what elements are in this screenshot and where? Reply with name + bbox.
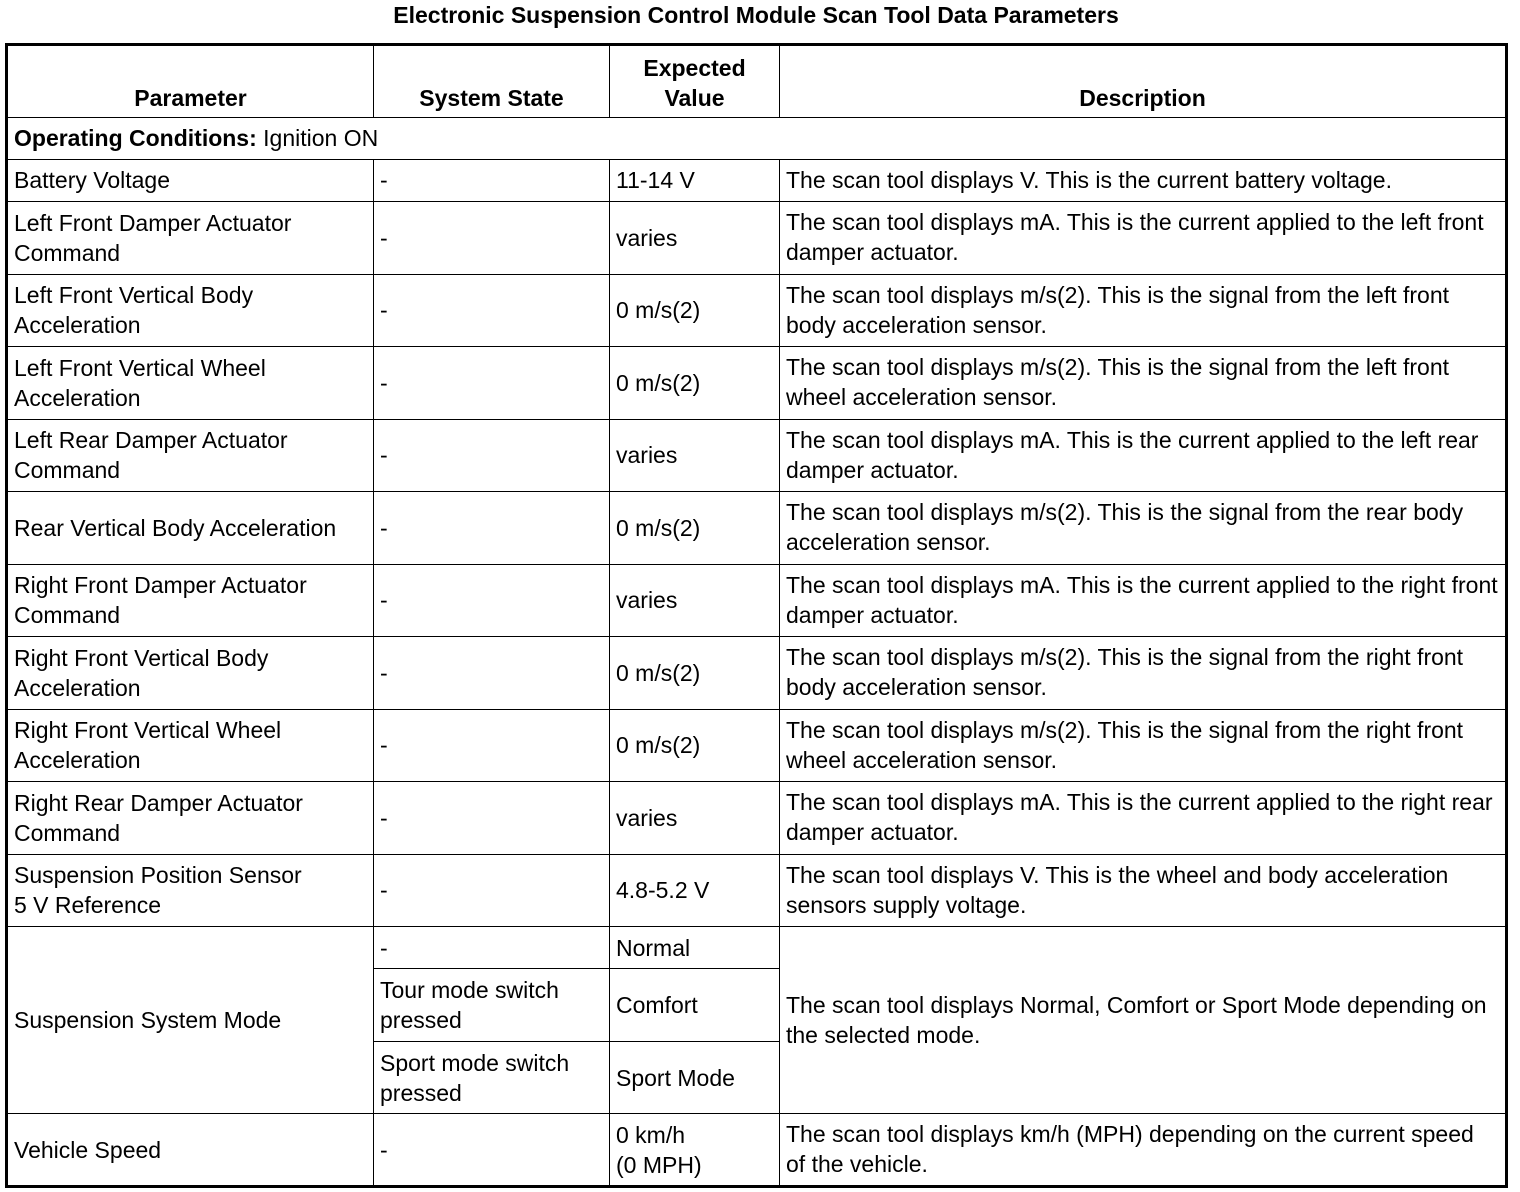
cell-value: 0 m/s(2) [610, 492, 780, 565]
cell-description: The scan tool displays m/s(2). This is the signal from the right front wheel acceleration sensor. [780, 709, 1507, 782]
cell-description: The scan tool displays mA. This is the current applied to the left rear damper actuator. [780, 419, 1507, 492]
operating-conditions [7, 117, 1507, 159]
cell-value: Comfort [610, 969, 780, 1042]
cell-state: - [374, 564, 610, 637]
table-row [7, 564, 1507, 637]
cell-description: The scan tool displays V. This is the current battery voltage. [780, 159, 1507, 201]
cell-parameter: Suspension Position Sensor 5 V Reference [7, 854, 374, 927]
cell-description: The scan tool displays mA. This is the current applied to the right front damper actuator. [780, 564, 1507, 637]
cell-parameter: Suspension System Mode [7, 927, 374, 1114]
cell-state: - [374, 709, 610, 782]
cell-state: - [374, 347, 610, 420]
page-title: Electronic Suspension Control Module Scan Tool Data Parameters [393, 2, 1119, 28]
cell-description: The scan tool displays km/h (MPH) depending on the current speed of the vehicle. [780, 1114, 1507, 1187]
header-description: Description [780, 45, 1507, 118]
section-value: Ignition ON [256, 125, 379, 152]
cell-description: The scan tool displays m/s(2). This is the signal from the right front body acceleration sensor. [780, 637, 1507, 710]
cell-value: 0 m/s(2) [610, 274, 780, 347]
cell-parameter: Left Rear Damper Actuator Command [7, 419, 374, 492]
table-row [7, 419, 1507, 492]
cell-state: - [374, 419, 610, 492]
cell-parameter: Right Front Vertical Wheel Acceleration [7, 709, 374, 782]
header-parameter: Parameter [7, 45, 374, 118]
cell-value: varies [610, 782, 780, 855]
cell-state: - [374, 492, 610, 565]
section-label: Operating Conditions: [14, 125, 257, 152]
table-row [7, 927, 1507, 969]
cell-value: 0 m/s(2) [610, 347, 780, 420]
cell-value: 0 km/h (0 MPH) [610, 1114, 780, 1187]
cell-description: The scan tool displays m/s(2). This is the signal from the left front body acceleration sensor. [780, 274, 1507, 347]
cell-value: 0 m/s(2) [610, 637, 780, 710]
cell-state: - [374, 927, 610, 969]
cell-parameter: Right Rear Damper Actuator Command [7, 782, 374, 855]
cell-parameter: Left Front Vertical Body Acceleration [7, 274, 374, 347]
cell-parameter: Battery Voltage [7, 159, 374, 201]
cell-description: The scan tool displays m/s(2). This is the signal from the rear body acceleration sensor. [780, 492, 1507, 565]
table-row [7, 274, 1507, 347]
cell-parameter: Right Front Vertical Body Acceleration [7, 637, 374, 710]
cell-value: Sport Mode [610, 1041, 780, 1114]
section-row [7, 117, 1507, 159]
cell-parameter: Left Front Damper Actuator Command [7, 202, 374, 275]
cell-value: 0 m/s(2) [610, 709, 780, 782]
header-expected-value: Expected Value [610, 45, 780, 118]
table-row [7, 854, 1507, 927]
table-row [7, 1114, 1507, 1187]
cell-value: varies [610, 564, 780, 637]
table-row [7, 202, 1507, 275]
cell-value: varies [610, 419, 780, 492]
table-row [7, 782, 1507, 855]
cell-description: The scan tool displays V. This is the wheel and body acceleration sensors supply voltage. [780, 854, 1507, 927]
cell-description: The scan tool displays mA. This is the current applied to the right rear damper actuator. [780, 782, 1507, 855]
cell-value: 11-14 V [610, 159, 780, 201]
cell-parameter: Left Front Vertical Wheel Acceleration [7, 347, 374, 420]
table-row [7, 492, 1507, 565]
cell-state: - [374, 159, 610, 201]
cell-value: varies [610, 202, 780, 275]
cell-state: Tour mode switch pressed [374, 969, 610, 1042]
cell-description: The scan tool displays Normal, Comfort or Sport Mode depending on the selected mode. [780, 927, 1507, 1114]
cell-description: The scan tool displays mA. This is the current applied to the left front damper actuator. [780, 202, 1507, 275]
cell-state: - [374, 274, 610, 347]
scan-tool-data-table [5, 43, 1508, 1188]
header-row [7, 45, 1507, 118]
cell-parameter: Rear Vertical Body Acceleration [7, 492, 374, 565]
header-system-state: System State [374, 45, 610, 118]
table-row [7, 159, 1507, 201]
cell-state: - [374, 202, 610, 275]
table-row [7, 637, 1507, 710]
cell-value: 4.8-5.2 V [610, 854, 780, 927]
cell-parameter: Right Front Damper Actuator Command [7, 564, 374, 637]
cell-state: - [374, 1114, 610, 1187]
table-row [7, 709, 1507, 782]
cell-parameter: Vehicle Speed [7, 1114, 374, 1187]
cell-state: - [374, 854, 610, 927]
cell-description: The scan tool displays m/s(2). This is the signal from the left front wheel acceleration sensor. [780, 347, 1507, 420]
cell-state: - [374, 782, 610, 855]
table-row [7, 347, 1507, 420]
cell-state: - [374, 637, 610, 710]
cell-value: Normal [610, 927, 780, 969]
cell-state: Sport mode switch pressed [374, 1041, 610, 1114]
rows-body [7, 159, 1507, 926]
